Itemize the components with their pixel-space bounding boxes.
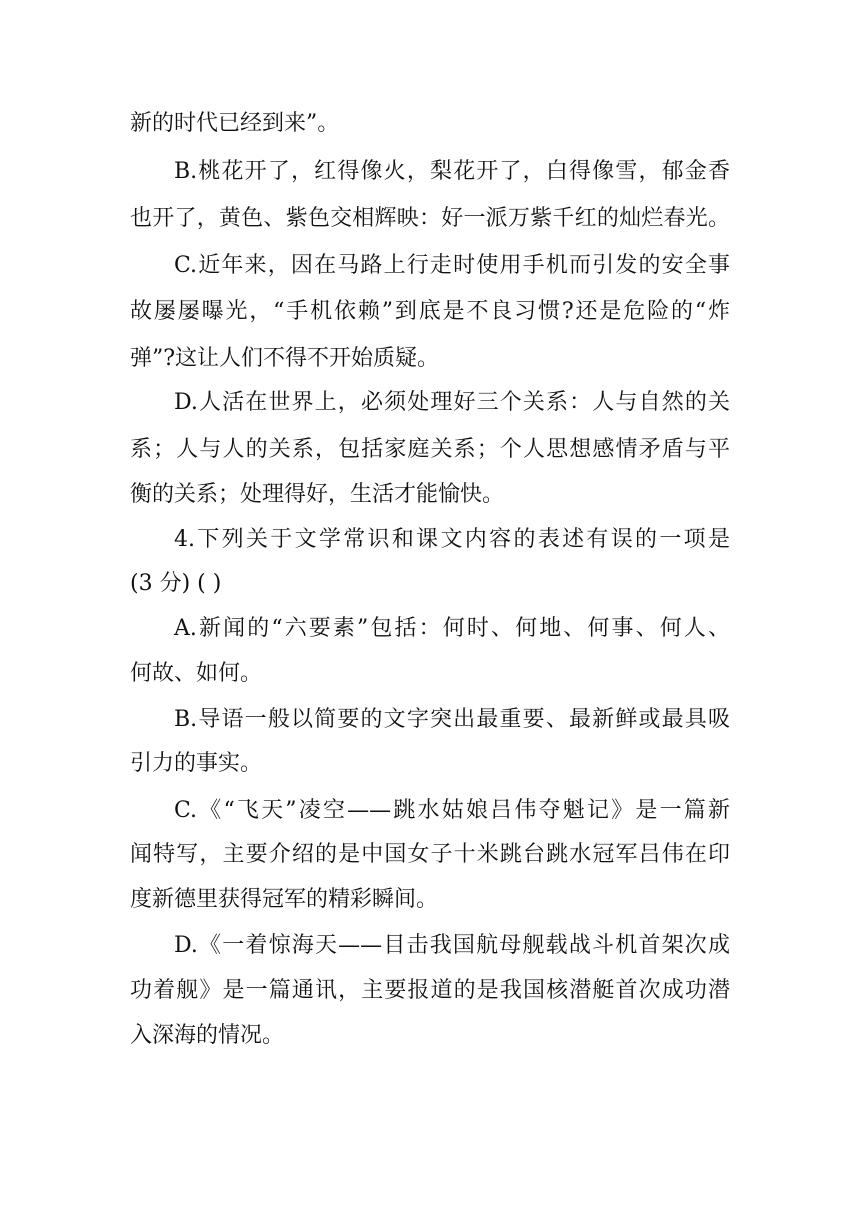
option-c-line-3: 弹”?这让人们不得不开始质疑。 <box>130 346 440 371</box>
q4-option-c-line-1: C.《“飞天”凌空——跳水姑娘吕伟夺魁记》是一篇新 <box>174 798 730 823</box>
q4-option-b-line-2: 引力的事实。 <box>130 751 263 776</box>
q4-option-d-line-1: D.《一着惊海天——目击我国航母舰载战斗机首架次成 <box>174 933 730 958</box>
question-4-line-1: 4.下列关于文学常识和课文内容的表述有误的一项是 <box>174 527 730 552</box>
option-c-line-1: C.近年来，因在马路上行走时使用手机而引发的安全事 <box>174 253 730 278</box>
option-d-line-2: 系；人与人的关系，包括家庭关系；个人思想感情矛盾与平 <box>130 437 730 462</box>
q4-option-b-line-1: B.导语一般以简要的文字突出最重要、最新鲜或最具吸 <box>174 707 730 732</box>
option-d-line-3: 衡的关系；处理得好，生活才能愉快。 <box>130 482 505 507</box>
question-4-line-2: (3 分) ( ) <box>130 571 222 596</box>
option-d-line-1: D.人活在世界上，必须处理好三个关系：人与自然的关 <box>174 390 730 415</box>
q4-option-d-line-2: 功着舰》是一篇通讯，主要报道的是我国核潜艇首次成功潜 <box>130 978 730 1003</box>
option-b-line-2: 也开了，黄色、紫色交相辉映：好一派万紫千红的灿烂春光。 <box>130 206 730 231</box>
text-line-1: 新的时代已经到来”。 <box>130 111 340 136</box>
option-c-line-2: 故屡屡曝光，“手机依赖”到底是不良习惯?还是危险的“炸 <box>130 299 730 324</box>
option-b-line-1: B.桃花开了，红得像火，梨花开了，白得像雪，郁金香 <box>174 159 730 184</box>
q4-option-c-line-2: 闻特写，主要介绍的是中国女子十米跳台跳水冠军吕伟在印 <box>130 842 730 867</box>
q4-option-a-line-2: 何故、如何。 <box>130 661 263 686</box>
q4-option-a-line-1: A.新闻的“六要素”包括：何时、何地、何事、何人、 <box>174 616 730 641</box>
q4-option-d-line-3: 入深海的情况。 <box>130 1023 285 1048</box>
q4-option-c-line-3: 度新德里获得冠军的精彩瞬间。 <box>130 887 439 912</box>
